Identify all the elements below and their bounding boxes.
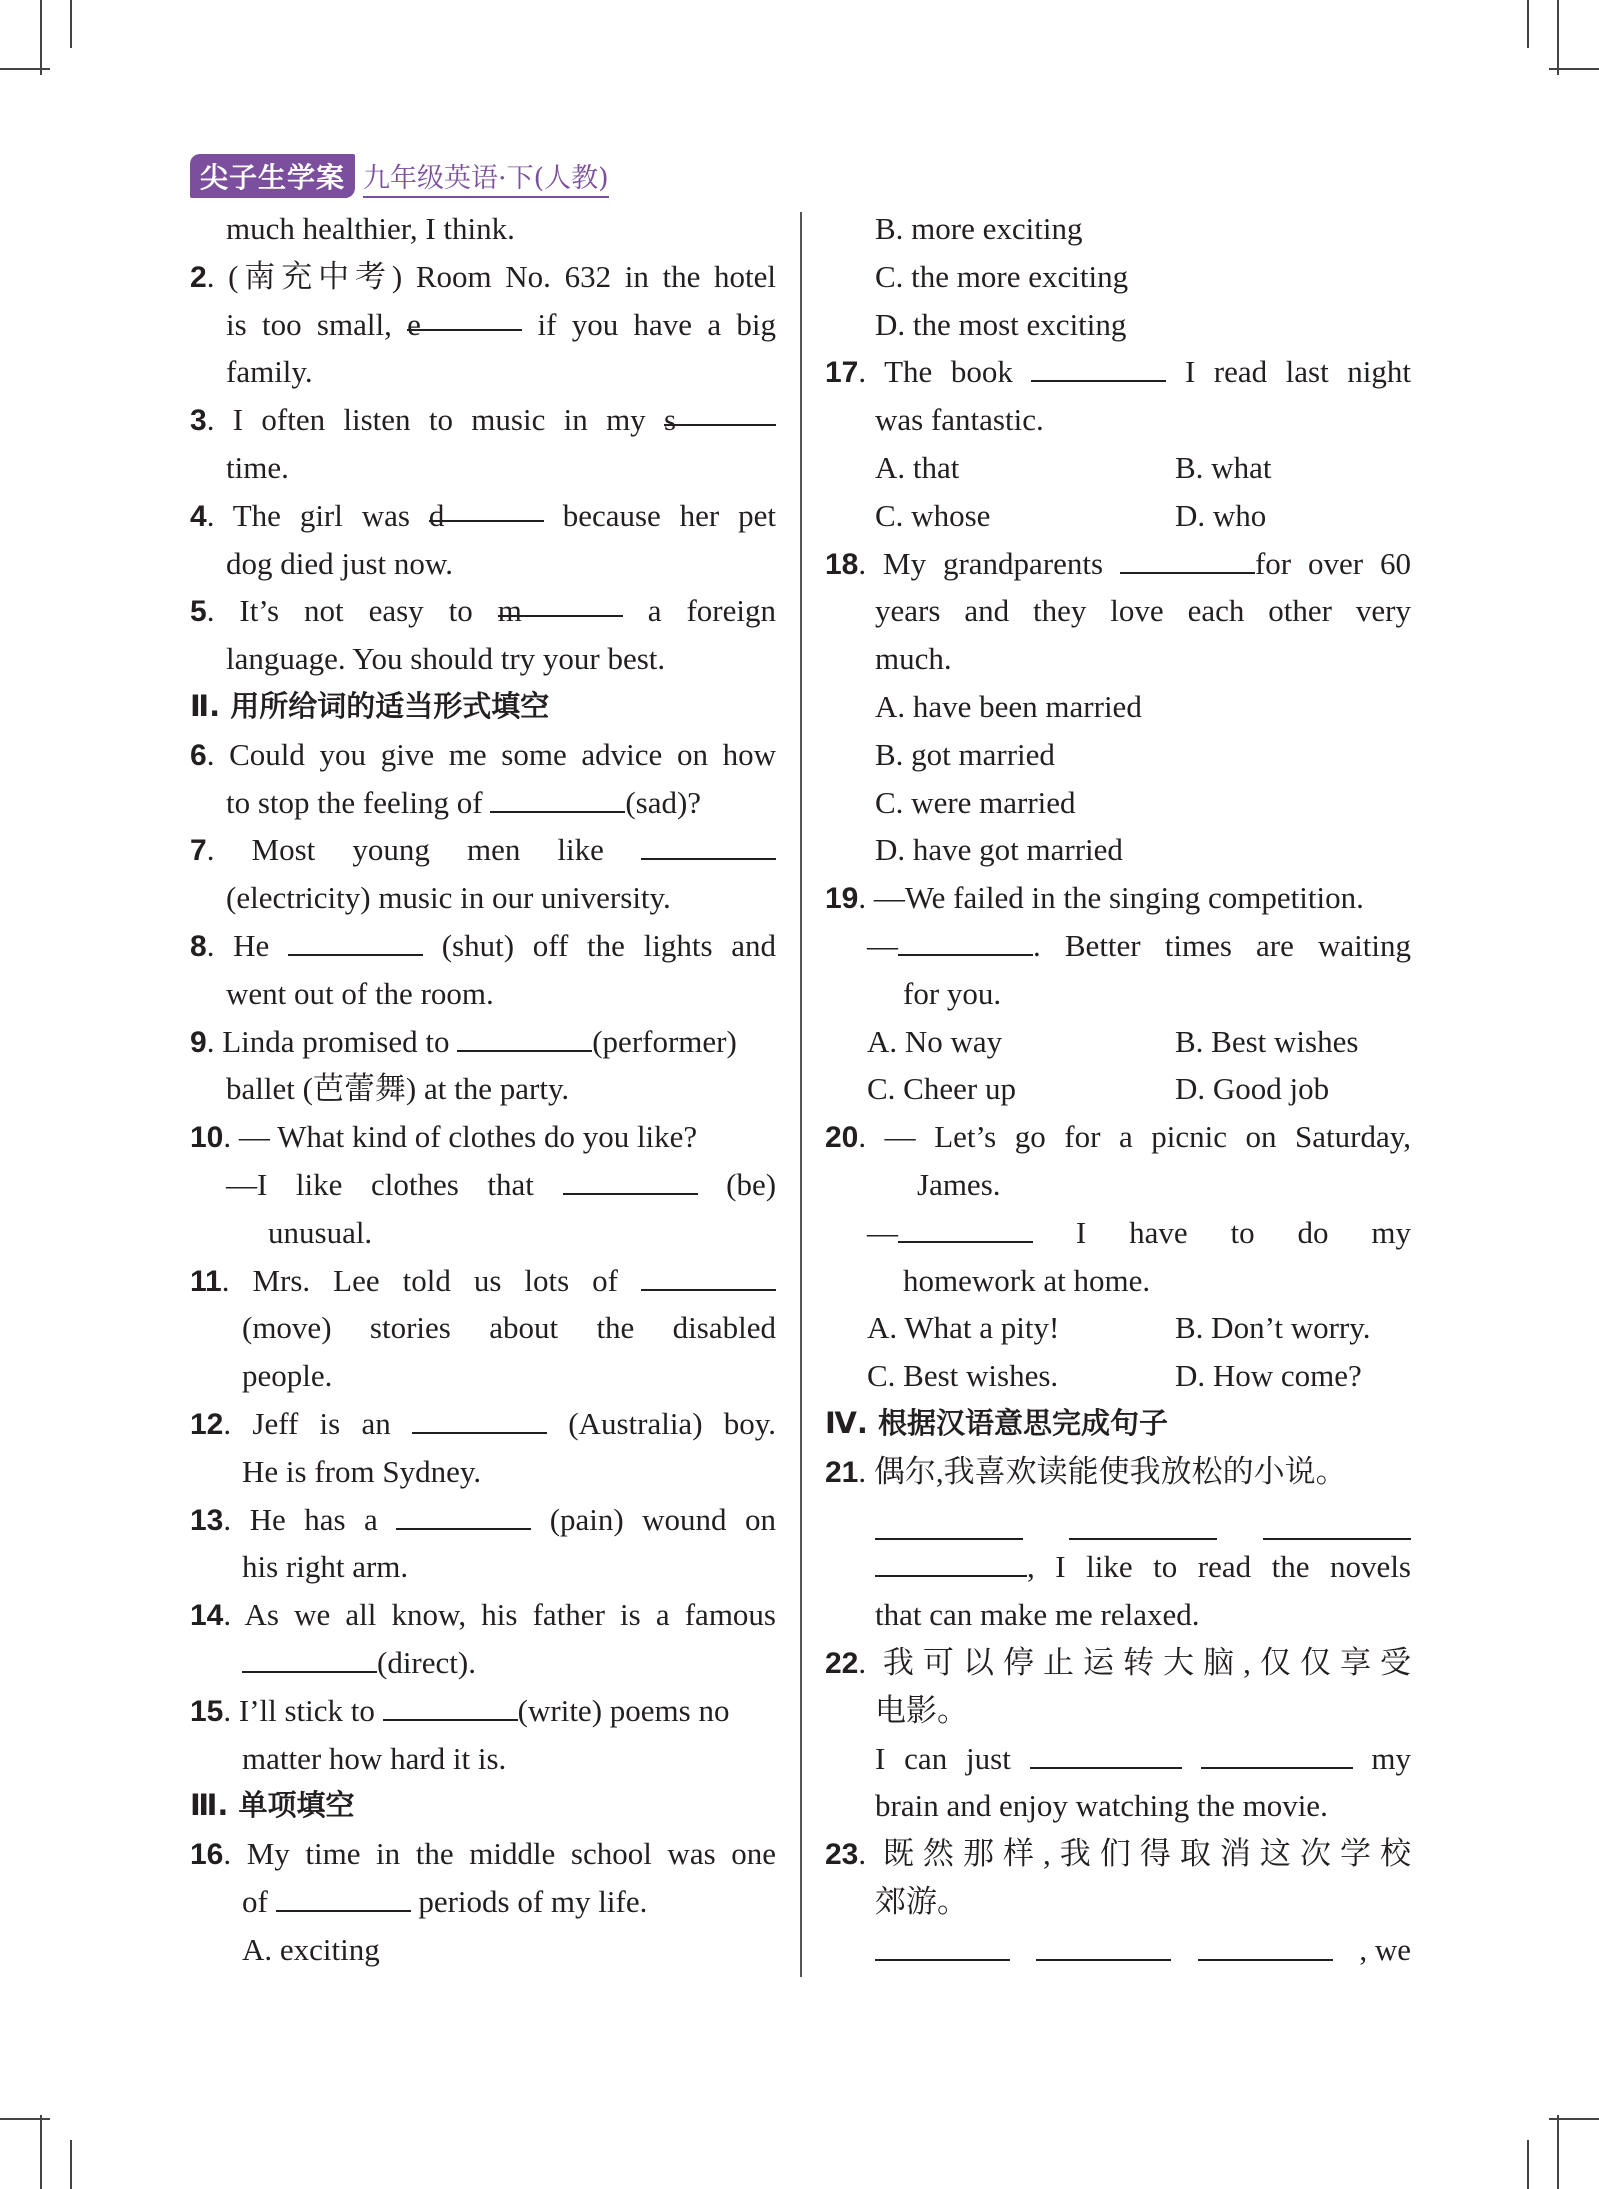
question-15: 15. I’ll stick to (write) poems no: [190, 1692, 730, 1728]
answer-blank[interactable]: [641, 830, 776, 860]
options-row: [825, 1018, 1411, 1066]
question-16: 16. My time in the middle school was one: [190, 1836, 776, 1872]
text-line: to stop the feeling of (sad)?: [226, 784, 702, 820]
option-c[interactable]: C. were married: [875, 784, 1076, 820]
options-row: [825, 1304, 1411, 1352]
answer-blank[interactable]: [396, 1500, 531, 1530]
option-d[interactable]: D. Good job: [1175, 1071, 1330, 1107]
text-line: language. You should try your best.: [226, 641, 666, 677]
text-line: — . Better times are waiting: [867, 927, 1411, 963]
question-13: 13. He has a (pain) wound on: [190, 1501, 777, 1537]
text-line: much healthier, I think.: [226, 211, 515, 246]
option-c[interactable]: C. Best wishes.: [867, 1358, 1059, 1394]
question-21: 21. 偶尔,我喜欢读能使我放松的小说。: [825, 1453, 1347, 1489]
text-line: went out of the room.: [226, 975, 494, 1011]
text-line: much.: [875, 641, 952, 677]
question-5: 5. It’s not easy to m a foreign: [190, 587, 776, 635]
crop-mark: [1549, 2118, 1599, 2120]
option-a[interactable]: A. No way: [867, 1023, 1003, 1059]
text-line: brain and enjoy watching the movie.: [875, 1788, 1328, 1824]
answer-blank[interactable]: [875, 1510, 1023, 1540]
question-22: 22. 我可以停止运转大脑,仅仅享受: [825, 1644, 1411, 1680]
text-line: family.: [226, 354, 313, 390]
answer-blank[interactable]: [457, 1022, 592, 1052]
section-heading-4: Ⅳ. 根据汉语意思完成句子: [825, 1405, 1168, 1440]
answer-blank[interactable]: d: [429, 492, 544, 522]
blank-row: , we: [825, 1926, 1411, 1974]
question-12: 12. Jeff is an (Australia) boy.: [190, 1405, 776, 1441]
question-3: 3. I often listen to music in my s: [190, 396, 776, 444]
question-11: 11. Mrs. Lee told us lots of: [190, 1257, 776, 1305]
text-line: people.: [242, 1358, 333, 1394]
option-b[interactable]: B. what: [1175, 449, 1272, 485]
book-subtitle: 九年级英语·下(人教): [363, 156, 609, 198]
option-d[interactable]: D. who: [1175, 497, 1267, 533]
brand-label: 尖子生学案: [190, 154, 355, 198]
question-2: 2. (南充中考) Room No. 632 in the hotel: [190, 258, 776, 294]
text-line: 电影。: [875, 1692, 968, 1728]
text-line: years and they love each other very: [875, 593, 1411, 629]
text-line: of periods of my life.: [242, 1883, 648, 1919]
options-row: [825, 1352, 1411, 1400]
text-line: —I like clothes that (be): [226, 1166, 777, 1202]
option-a[interactable]: A. have been married: [875, 688, 1142, 724]
question-10: 10. — What kind of clothes do you like?: [190, 1119, 698, 1155]
crop-mark: [40, 0, 42, 75]
option-b[interactable]: B. Don’t worry.: [1175, 1310, 1371, 1346]
text-line: 郊游。: [875, 1883, 968, 1919]
answer-blank[interactable]: [1036, 1931, 1171, 1961]
text-line: was fantastic.: [875, 402, 1044, 438]
answer-blank[interactable]: m: [498, 587, 623, 617]
question-20: 20. — Let’s go for a picnic on Saturday,: [825, 1119, 1411, 1155]
answer-blank[interactable]: [1069, 1510, 1217, 1540]
answer-blank[interactable]: [1263, 1510, 1411, 1540]
option-a[interactable]: A. exciting: [242, 1931, 380, 1967]
option-b[interactable]: B. got married: [875, 736, 1055, 772]
question-6: 6. Could you give me some advice on how: [190, 736, 776, 772]
answer-blank[interactable]: [288, 926, 423, 956]
option-c[interactable]: C. the more exciting: [875, 258, 1129, 294]
text-line: that can make me relaxed.: [875, 1597, 1200, 1633]
blank-row: [825, 1496, 1411, 1544]
page-header: [190, 158, 609, 198]
option-b[interactable]: B. Best wishes: [1175, 1023, 1359, 1059]
answer-blank[interactable]: [412, 1404, 547, 1434]
crop-mark: [1549, 68, 1599, 70]
text-line: I can just my: [875, 1740, 1412, 1776]
crop-mark: [1557, 0, 1559, 75]
text-line: (electricity) music in our university.: [226, 880, 671, 916]
text-line: James.: [917, 1166, 1001, 1202]
answer-blank[interactable]: [898, 926, 1033, 956]
question-8: 8. He (shut) off the lights and: [190, 927, 777, 963]
text-line: unusual.: [268, 1214, 373, 1250]
option-c[interactable]: C. whose: [875, 497, 991, 533]
option-d[interactable]: D. the most exciting: [875, 306, 1127, 342]
question-9: 9. Linda promised to (performer): [190, 1023, 737, 1059]
text-line: (move) stories about the disabled: [242, 1310, 776, 1346]
question-7: 7. Most young men like: [190, 826, 776, 874]
options-row: [825, 492, 1411, 540]
question-17: 17. The book I read last night: [825, 354, 1411, 390]
right-column: [825, 205, 1411, 1973]
crop-mark: [1557, 2115, 1559, 2189]
answer-blank[interactable]: [242, 1643, 377, 1673]
option-c[interactable]: C. Cheer up: [867, 1071, 1016, 1107]
text-line: is too small, e if you have a big: [190, 301, 776, 349]
question-14: 14. As we all know, his father is a famous: [190, 1597, 776, 1633]
text-line: his right arm.: [242, 1549, 409, 1585]
crop-mark: [40, 2115, 42, 2189]
answer-blank[interactable]: [875, 1547, 1027, 1577]
crop-mark: [70, 2140, 72, 2189]
answer-blank[interactable]: [1201, 1739, 1353, 1769]
option-b[interactable]: B. more exciting: [875, 211, 1083, 246]
answer-blank[interactable]: [276, 1882, 411, 1912]
option-d[interactable]: D. How come?: [1175, 1358, 1362, 1394]
text-line: He is from Sydney.: [242, 1453, 482, 1489]
text-line: dog died just now.: [226, 545, 454, 581]
answer-blank[interactable]: [1030, 1739, 1182, 1769]
text-line: , I like to read the novels: [825, 1543, 1411, 1591]
answer-blank[interactable]: [1031, 352, 1166, 382]
crop-mark: [0, 2118, 50, 2120]
options-row: [825, 1065, 1411, 1113]
answer-blank[interactable]: [641, 1261, 776, 1291]
option-d[interactable]: D. have got married: [875, 832, 1123, 868]
crop-mark: [70, 0, 72, 48]
question-19: 19. —We failed in the singing competition.: [825, 880, 1364, 916]
options-row: [825, 444, 1411, 492]
question-18: 18. My grandparents for over 60: [825, 545, 1412, 581]
question-23: 23. 既然那样,我们得取消这次学校: [825, 1836, 1411, 1872]
text-line: (direct).: [190, 1639, 776, 1687]
text-line: homework at home.: [903, 1262, 1151, 1298]
crop-mark: [1527, 2140, 1529, 2189]
left-column: [190, 205, 776, 1973]
answer-blank[interactable]: [875, 1931, 1010, 1961]
option-a[interactable]: A. that: [875, 449, 960, 485]
option-a[interactable]: A. What a pity!: [867, 1310, 1060, 1346]
answer-blank[interactable]: [1198, 1931, 1333, 1961]
answer-blank[interactable]: e: [407, 301, 522, 331]
section-heading-2: Ⅱ. 用所给词的适当形式填空: [190, 688, 550, 723]
answer-blank[interactable]: [898, 1213, 1033, 1243]
answer-blank[interactable]: [383, 1691, 518, 1721]
text-line: time.: [226, 449, 289, 485]
crop-mark: [1527, 0, 1529, 48]
answer-blank[interactable]: [1120, 544, 1255, 574]
text-line: for you.: [903, 975, 1002, 1011]
answer-blank[interactable]: [490, 783, 625, 813]
question-4: 4. The girl was d because her pet: [190, 492, 776, 540]
section-heading-3: Ⅲ. 单项填空: [190, 1788, 355, 1823]
text-line: — I have to do my: [867, 1214, 1411, 1250]
crop-mark: [0, 68, 50, 70]
answer-blank[interactable]: [563, 1165, 698, 1195]
text-line: matter how hard it is.: [242, 1740, 507, 1776]
column-divider: [800, 212, 802, 1977]
answer-blank[interactable]: s: [664, 396, 776, 426]
text-line: ballet (芭蕾舞) at the party.: [226, 1071, 570, 1107]
